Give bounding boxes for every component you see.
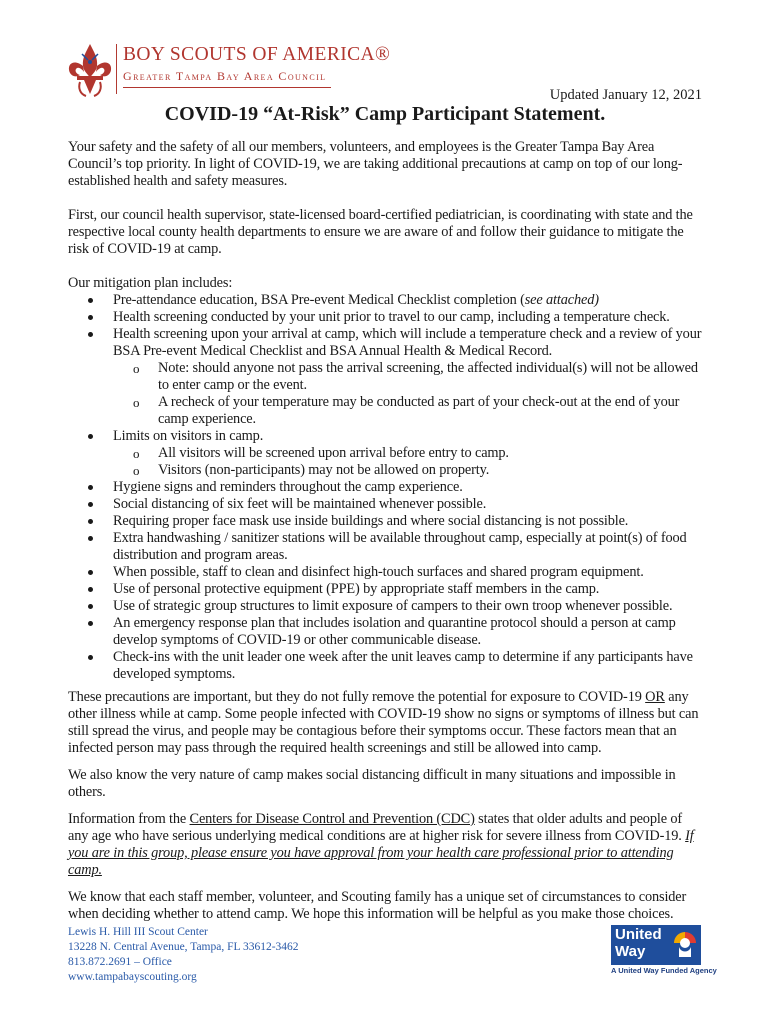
footer-phone: 813.872.2691 – Office (68, 956, 172, 968)
precautions-paragraph: These precautions are important, but they do not fully remove the potential for exposure to COVID-19 OR any other illness while at camp. Some people infected with COVID-19 show no signs or symptoms of illness but can still spread the virus, and people may be contagious before their symptoms occur. These factors mean that an infected person may pass through the required health screenings and still be allowed into camp. (68, 689, 699, 756)
intro-paragraph: Your safety and the safety of all our members, volunteers, and employees is the Greater Tampa Bay Area Council’s top priority. In light of COVID-19, we are taking additional precautions at camp on top of our long-established health and safety measures. (68, 139, 683, 189)
distancing-paragraph: We also know the very nature of camp makes social distancing difficult in many situations and impossible in others. (68, 767, 676, 800)
united-way-line1: United (615, 926, 662, 943)
mitigation-plan-list (68, 292, 704, 683)
council-underline (123, 87, 331, 88)
list-item: Extra handwashing / sanitizer stations will be available throughout camp, especially at point(s) of food distribution and program areas. (68, 530, 704, 564)
list-item: Check-ins with the unit leader one week after the unit leaves camp to determine if any participants have developed symptoms. (68, 649, 704, 683)
supervisor-paragraph: First, our council health supervisor, state-licensed board-certified pediatrician, is coordinating with state and the respective local county health departments to ensure we are aware of and follow their guidance to mitigate the risk of COVID-19 at camp. (68, 207, 693, 257)
or-emphasis: OR (645, 689, 665, 705)
list-item: Use of strategic group structures to limit exposure of campers to their own troop whenever possible. (68, 598, 704, 615)
list-item: Limits on visitors in camp. o All visitors will be screened upon arrival before entry to camp. o Visitors (non-participants) may not be allowed on property. (68, 428, 704, 479)
list-item: Hygiene signs and reminders throughout the camp experience. (68, 479, 704, 496)
list-item: An emergency response plan that includes isolation and quarantine protocol should a person at camp develop symptoms of COVID-19 or other communicable disease. (68, 615, 704, 649)
council-name: Greater Tampa Bay Area Council (123, 69, 327, 83)
high-risk-notice: If you are in this group, please ensure you have approval from your health care professional prior to attending camp. (68, 828, 694, 878)
united-way-line2: Way (615, 943, 646, 960)
cdc-link[interactable]: Centers for Disease Control and Prevention (CDC) (189, 811, 475, 827)
united-way-hand-icon (673, 931, 697, 959)
closing-paragraph: We know that each staff member, volunteer, and Scouting family has a unique set of circumstances to consider when deciding whether to attend camp. We hope this information will be helpful as you make those choices. (68, 889, 687, 922)
list-item: Pre-attendance education, BSA Pre-event Medical Checklist completion (see attached) (68, 292, 704, 309)
footer-center-name: Lewis H. Hill III Scout Center (68, 926, 208, 938)
list-item: Social distancing of six feet will be maintained whenever possible. (68, 496, 704, 513)
document-body (68, 139, 704, 923)
plan-intro: Our mitigation plan includes: (68, 275, 233, 291)
united-way-logo (611, 925, 717, 977)
list-item: Health screening upon your arrival at camp, which will include a temperature check and a review of your BSA Pre-event Medical Checklist and BSA Annual Health & Medical Record. o Note: should anyone not pass the arrival screening, the affected individual(s) will not be allowed to enter camp or the event. o A recheck of your temperature may be conducted as part of your check-out at the end of your camp experience. (68, 326, 704, 428)
list-item: Requiring proper face mask use inside buildings and where social distancing is not possible. (68, 513, 704, 530)
sub-list-item: o All visitors will be screened upon arrival before entry to camp. (113, 445, 704, 462)
footer-website-link[interactable]: www.tampabayscouting.org (68, 971, 197, 983)
sub-list-item: o Note: should anyone not pass the arrival screening, the affected individual(s) will not be allowed to enter camp or the event. (113, 360, 704, 394)
see-attached-note: see attached) (524, 292, 599, 308)
footer-address: 13228 N. Central Avenue, Tampa, FL 33612-3462 (68, 941, 299, 953)
list-item: Use of personal protective equipment (PPE) by appropriate staff members in the camp. (68, 581, 704, 598)
footer-contact (68, 925, 299, 985)
bsa-fleur-de-lis-logo (66, 42, 114, 100)
list-item: When possible, staff to clean and disinfect high-touch surfaces and shared program equipment. (68, 564, 704, 581)
document-title: COVID-19 “At-Risk” Camp Participant Statement. (164, 103, 606, 125)
list-item: Health screening conducted by your unit prior to travel to our camp, including a temperature check. (68, 309, 704, 326)
visitor-sublist (113, 445, 704, 479)
united-way-badge (611, 925, 701, 965)
org-name: BOY SCOUTS OF AMERICA® (123, 44, 391, 65)
brand-divider (116, 44, 117, 94)
sub-list-item: o A recheck of your temperature may be conducted as part of your check-out at the end of your camp experience. (113, 394, 704, 428)
united-way-tagline: A United Way Funded Agency (611, 966, 717, 975)
cdc-paragraph: Information from the Centers for Disease Control and Prevention (CDC) states that older adults and people of any age who have serious underlying medical conditions are at higher risk for severe illness from COVID-19. If you are in this group, please ensure you have approval from your health care professional prior to attending camp. (68, 811, 694, 878)
sub-list-item: o Visitors (non-participants) may not be allowed on property. (113, 462, 704, 479)
screening-sublist (113, 360, 704, 428)
updated-date: Updated January 12, 2021 (549, 87, 702, 103)
